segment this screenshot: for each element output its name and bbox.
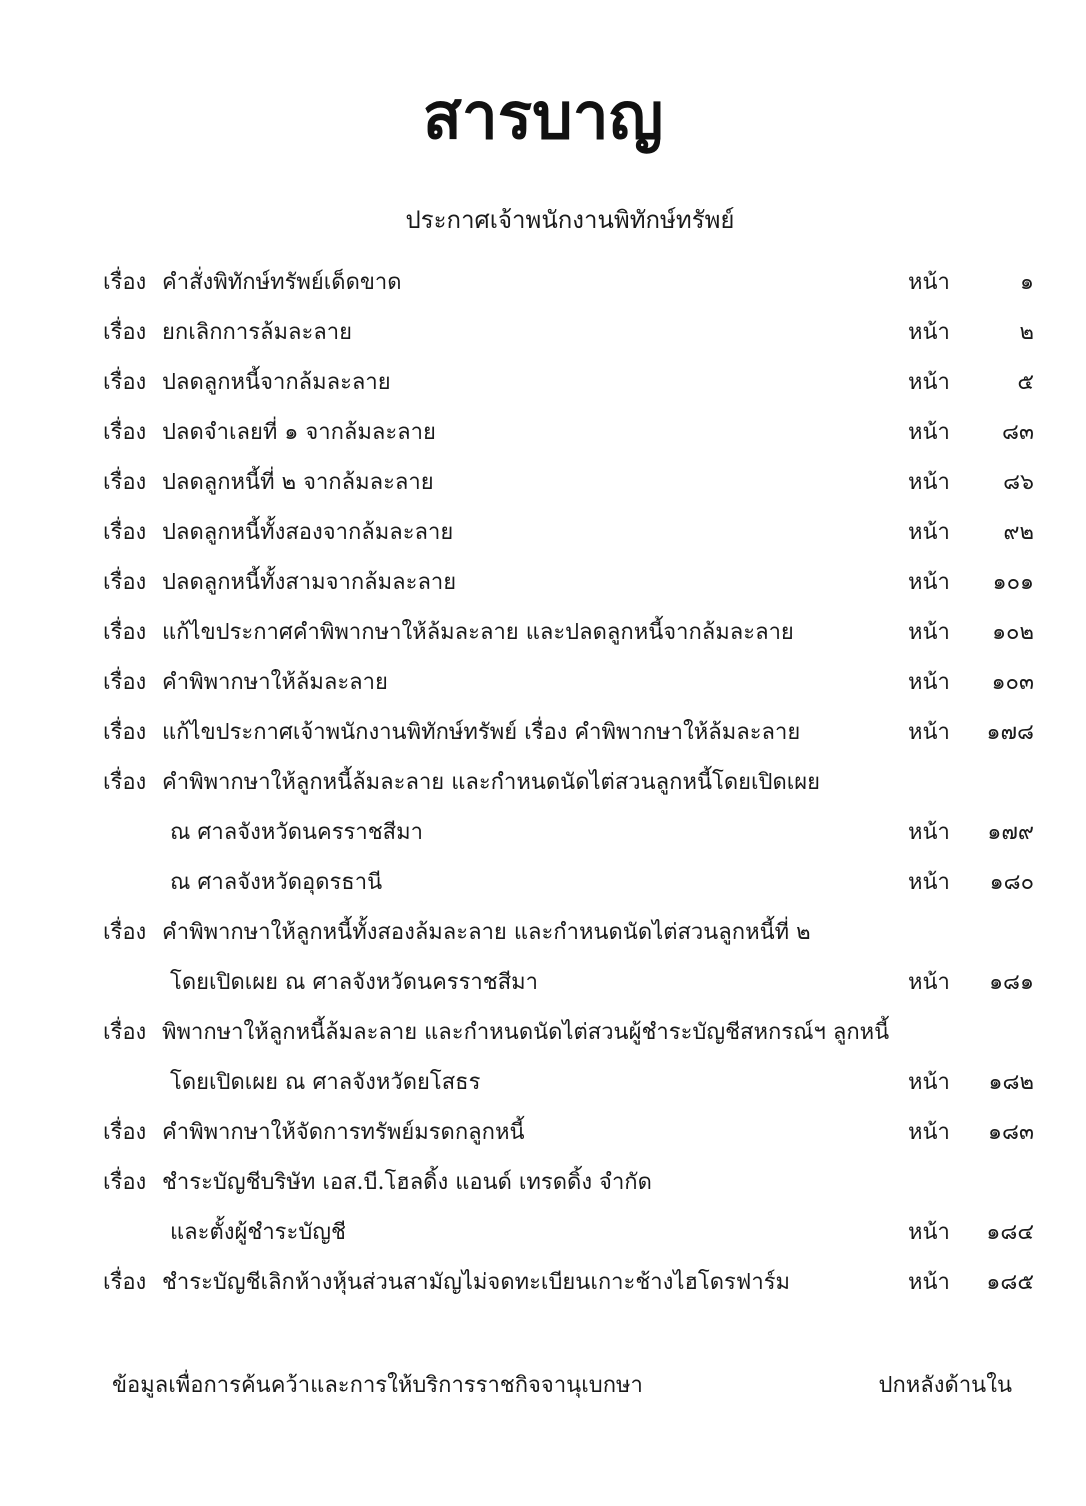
entry-page-word: หน้า <box>908 1120 950 1145</box>
entry-subject: คำสั่งพิทักษ์ทรัพย์เด็ดขาด <box>162 270 402 295</box>
entry-page-word: หน้า <box>908 370 950 395</box>
toc-entry <box>0 558 1086 608</box>
toc-entry <box>0 1258 1086 1308</box>
entry-subject: โดยเปิดเผย ณ ศาลจังหวัดนครราชสีมา <box>170 970 538 995</box>
entry-subject: คำพิพากษาให้ลูกหนี้ทั้งสองล้มละลาย และกำหนดนัดไต่สวนลูกหนี้ที่ ๒ <box>162 920 811 945</box>
toc-entry <box>0 408 1086 458</box>
toc-entry <box>0 1158 1086 1208</box>
entry-page-number: ๑๘๔ <box>986 1220 1034 1245</box>
entry-label: เรื่อง <box>103 1020 147 1045</box>
entry-page-word: หน้า <box>908 520 950 545</box>
entry-subject: ยกเลิกการล้มละลาย <box>162 320 353 345</box>
entry-label: เรื่อง <box>103 520 147 545</box>
entry-label: เรื่อง <box>103 470 147 495</box>
entry-page-word: หน้า <box>908 720 950 745</box>
toc-entry <box>0 608 1086 658</box>
entry-page-word: หน้า <box>908 870 950 895</box>
toc-entry <box>0 758 1086 808</box>
entry-page-number: ๑๘๒ <box>988 1070 1034 1095</box>
toc-entry <box>0 658 1086 708</box>
toc-entry <box>0 508 1086 558</box>
entry-page-number: ๑ <box>1020 270 1034 295</box>
footer-location: ปกหลังด้านใน <box>878 1373 1012 1398</box>
entry-label: เรื่อง <box>103 370 147 395</box>
entry-page-number: ๑๘๓ <box>988 1120 1034 1145</box>
toc-entry <box>0 258 1086 308</box>
page-footer <box>0 1366 1086 1406</box>
toc-entry <box>0 1108 1086 1158</box>
page-title: สารบาญ <box>422 80 664 154</box>
entry-page-number: ๑๗๙ <box>987 820 1034 845</box>
entry-label: เรื่อง <box>103 720 147 745</box>
entry-page-number: ๑๘๕ <box>986 1270 1034 1295</box>
entry-subject: ปลดลูกหนี้จากล้มละลาย <box>162 370 391 395</box>
entry-page-number: ๑๐๓ <box>991 670 1034 695</box>
entry-page-word: หน้า <box>908 820 950 845</box>
entry-label: เรื่อง <box>103 320 147 345</box>
entry-page-word: หน้า <box>908 570 950 595</box>
entry-subject: คำพิพากษาให้ลูกหนี้ล้มละลาย และกำหนดนัดไต่สวนลูกหนี้โดยเปิดเผย <box>162 770 821 795</box>
toc-entry <box>0 708 1086 758</box>
toc-entry-continuation <box>0 808 1086 858</box>
entry-page-word: หน้า <box>908 620 950 645</box>
entry-page-word: หน้า <box>908 1220 950 1245</box>
table-of-contents <box>0 258 1086 1308</box>
entry-label: เรื่อง <box>103 420 147 445</box>
entry-subject: แก้ไขประกาศเจ้าพนักงานพิทักษ์ทรัพย์ เรื่อง คำพิพากษาให้ล้มละลาย <box>162 720 801 745</box>
entry-subject: ปลดจำเลยที่ ๑ จากล้มละลาย <box>162 420 436 445</box>
entry-page-number: ๘๖ <box>1003 470 1034 495</box>
entry-label: เรื่อง <box>103 1170 147 1195</box>
entry-subject: พิพากษาให้ลูกหนี้ล้มละลาย และกำหนดนัดไต่สวนผู้ชำระบัญชีสหกรณ์ฯ ลูกหนี้ <box>162 1020 890 1045</box>
toc-entry-continuation <box>0 858 1086 908</box>
entry-subject: ปลดลูกหนี้ที่ ๒ จากล้มละลาย <box>162 470 434 495</box>
entry-page-number: ๕ <box>1017 370 1034 395</box>
entry-subject: คำพิพากษาให้จัดการทรัพย์มรดกลูกหนี้ <box>162 1120 525 1145</box>
entry-label: เรื่อง <box>103 670 147 695</box>
entry-page-number: ๒ <box>1019 320 1034 345</box>
toc-entry <box>0 1008 1086 1058</box>
entry-subject: ปลดลูกหนี้ทั้งสองจากล้มละลาย <box>162 520 454 545</box>
entry-label: เรื่อง <box>103 1120 147 1145</box>
entry-page-number: ๑๘๐ <box>989 870 1034 895</box>
entry-subject: โดยเปิดเผย ณ ศาลจังหวัดยโสธร <box>170 1070 481 1095</box>
entry-subject: ณ ศาลจังหวัดนครราชสีมา <box>170 820 423 845</box>
entry-page-word: หน้า <box>908 670 950 695</box>
entry-subject: ณ ศาลจังหวัดอุดรธานี <box>170 870 383 895</box>
entry-label: เรื่อง <box>103 770 147 795</box>
entry-page-word: หน้า <box>908 320 950 345</box>
entry-subject: คำพิพากษาให้ล้มละลาย <box>162 670 388 695</box>
entry-subject: แก้ไขประกาศคำพิพากษาให้ล้มละลาย และปลดลูกหนี้จากล้มละลาย <box>162 620 794 645</box>
entry-subject: ชำระบัญชีบริษัท เอส.บี.โฮลดิ้ง แอนด์ เทรดดิ้ง จำกัด <box>162 1170 652 1195</box>
toc-entry-continuation <box>0 1058 1086 1108</box>
entry-page-number: ๑๘๑ <box>989 970 1034 995</box>
entry-label: เรื่อง <box>103 620 147 645</box>
toc-entry-continuation <box>0 1208 1086 1258</box>
toc-entry <box>0 308 1086 358</box>
toc-entry-continuation <box>0 958 1086 1008</box>
entry-page-number: ๙๒ <box>1003 520 1034 545</box>
entry-page-word: หน้า <box>908 420 950 445</box>
entry-page-word: หน้า <box>908 270 950 295</box>
entry-subject: ปลดลูกหนี้ทั้งสามจากล้มละลาย <box>162 570 457 595</box>
entry-page-number: ๑๐๑ <box>992 570 1034 595</box>
entry-subject: และตั้งผู้ชำระบัญชี <box>170 1220 346 1245</box>
footer-note: ข้อมูลเพื่อการค้นคว้าและการให้บริการราชกิจจานุเบกษา <box>112 1373 643 1398</box>
entry-label: เรื่อง <box>103 270 147 295</box>
section-heading: ประกาศเจ้าพนักงานพิทักษ์ทรัพย์ <box>405 206 735 234</box>
entry-label: เรื่อง <box>103 920 147 945</box>
toc-entry <box>0 358 1086 408</box>
entry-page-word: หน้า <box>908 1070 950 1095</box>
entry-label: เรื่อง <box>103 570 147 595</box>
entry-page-number: ๑๐๒ <box>992 620 1034 645</box>
toc-entry <box>0 908 1086 958</box>
toc-entry <box>0 458 1086 508</box>
entry-page-number: ๑๗๘ <box>986 720 1034 745</box>
entry-page-word: หน้า <box>908 1270 950 1295</box>
entry-page-number: ๘๓ <box>1001 420 1034 445</box>
entry-page-word: หน้า <box>908 470 950 495</box>
entry-label: เรื่อง <box>103 1270 147 1295</box>
entry-subject: ชำระบัญชีเลิกห้างหุ้นส่วนสามัญไม่จดทะเบียนเกาะช้างไฮโดรฟาร์ม <box>162 1270 791 1295</box>
entry-page-word: หน้า <box>908 970 950 995</box>
